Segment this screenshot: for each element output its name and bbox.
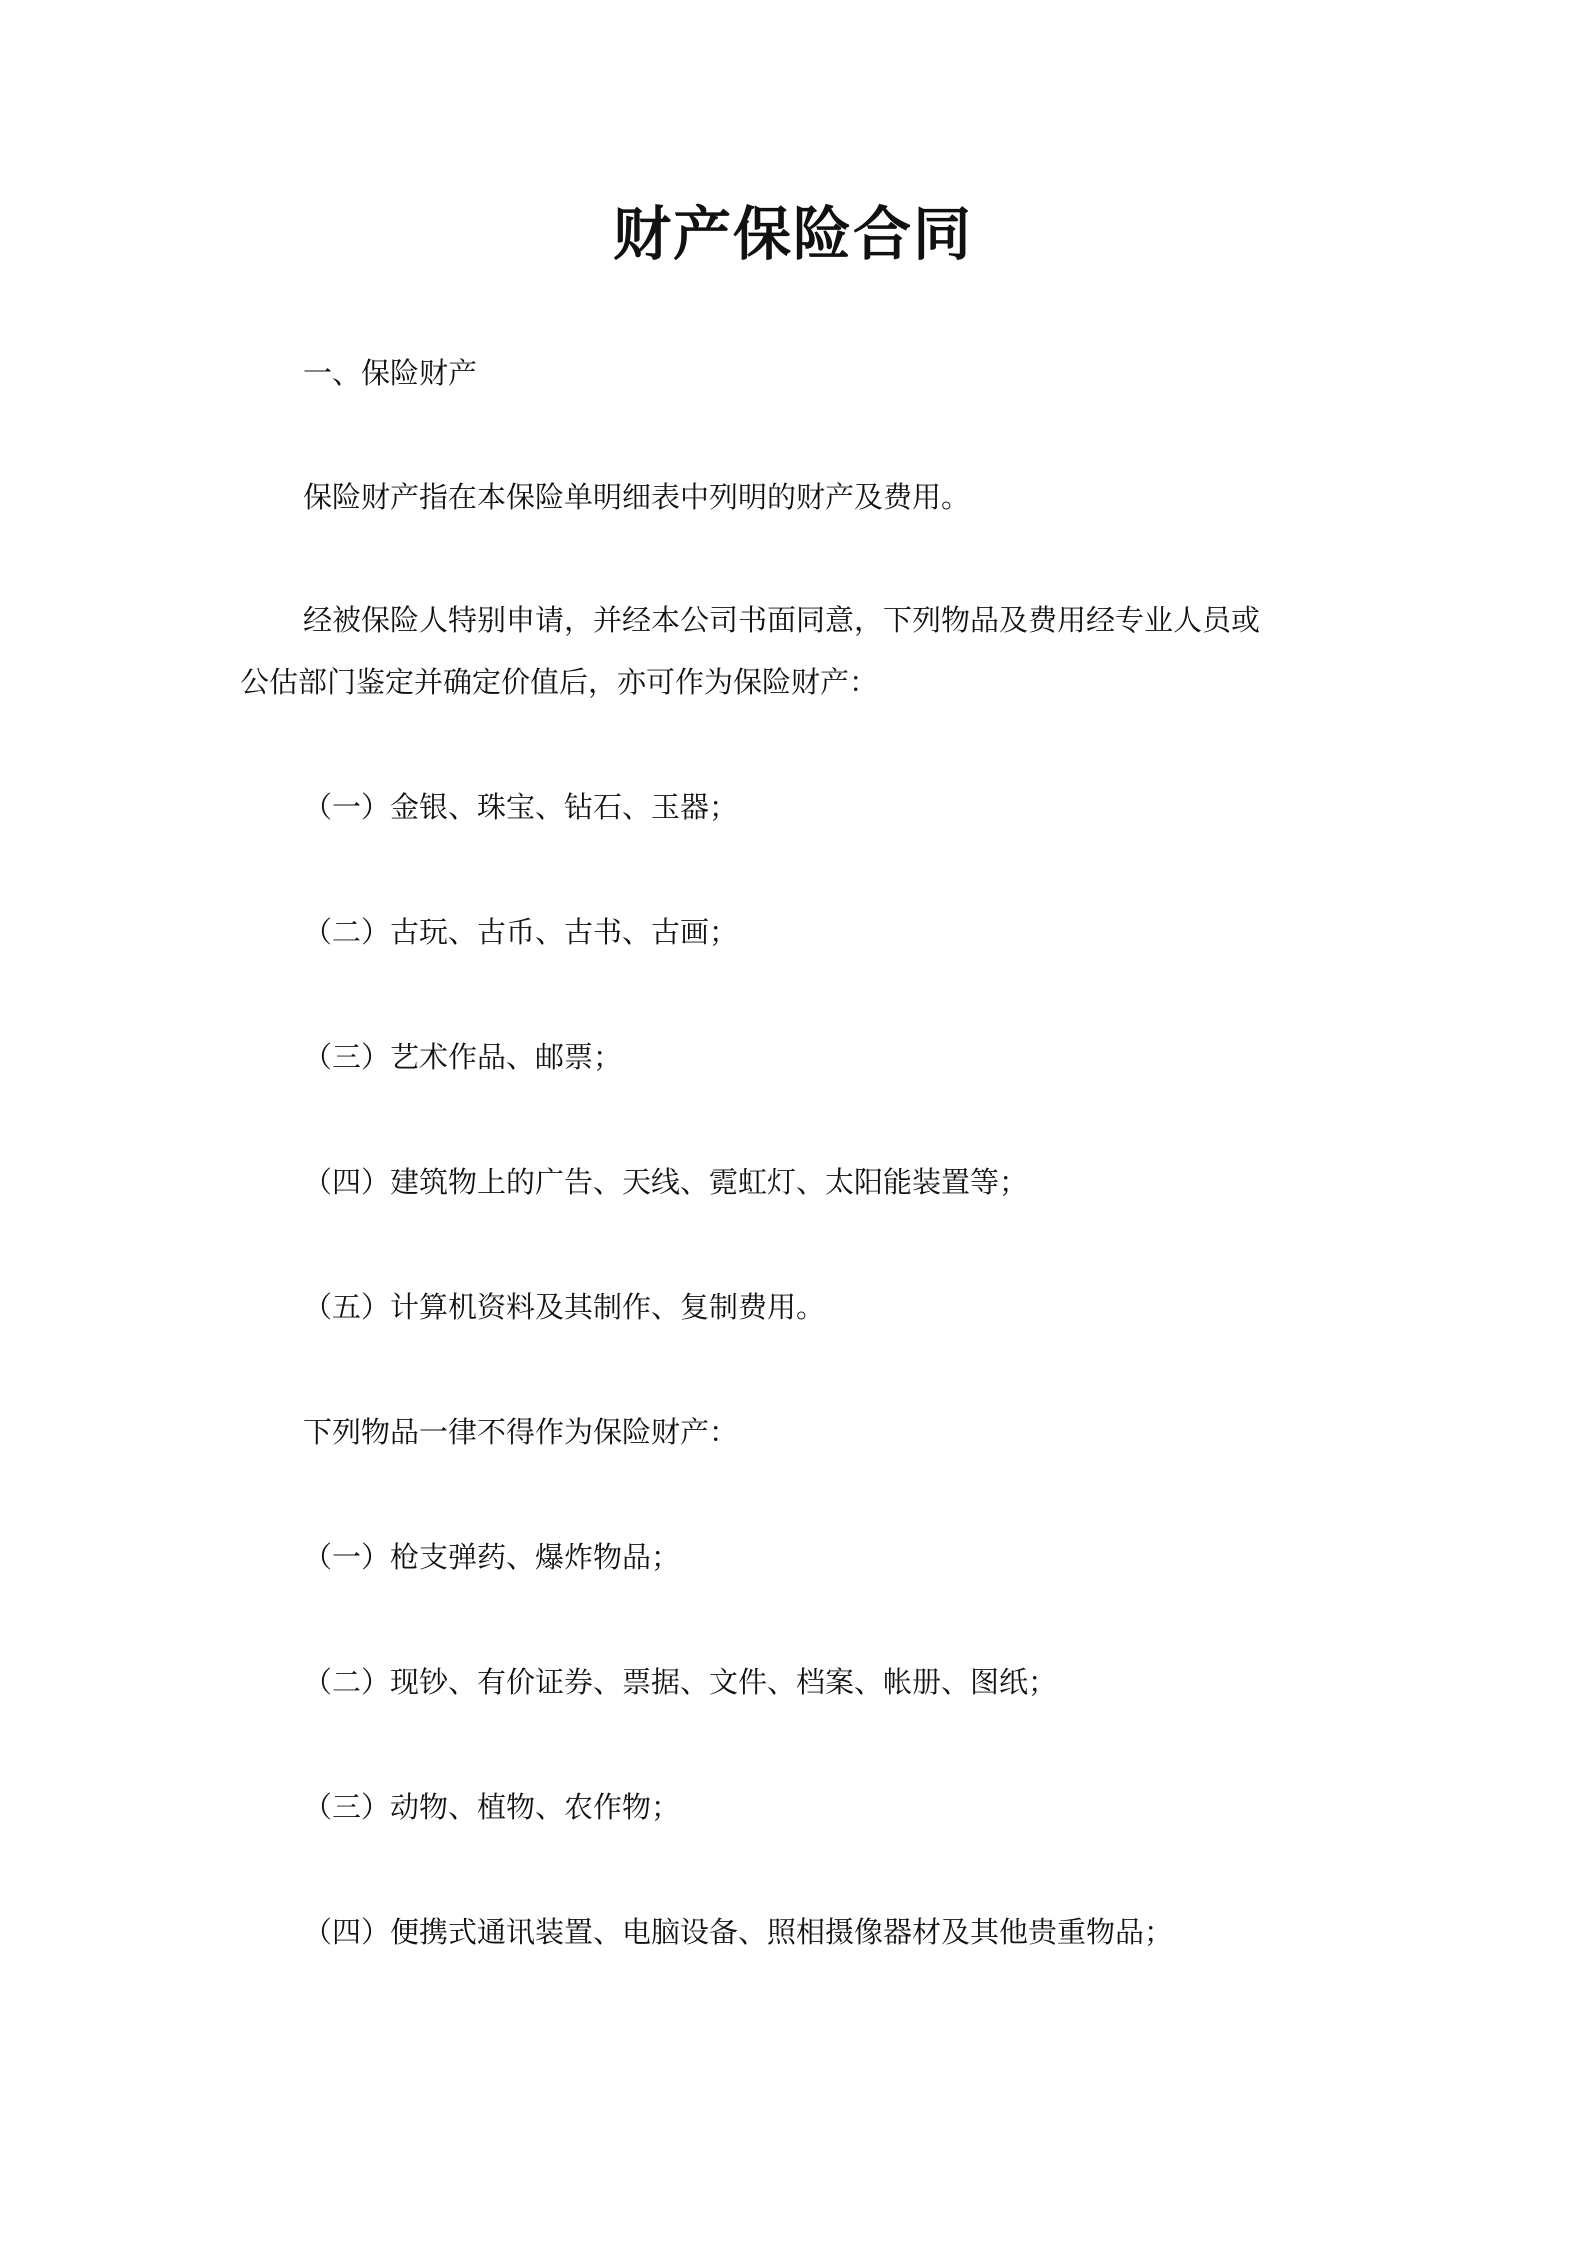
list-item: （二）现钞、有价证券、票据、文件、档案、帐册、图纸； xyxy=(303,1665,1058,1699)
list-item: （五）计算机资料及其制作、复制费用。 xyxy=(303,1290,826,1324)
paragraph-line: 经被保险人特别申请，并经本公司书面同意，下列物品及费用经专业人员或 xyxy=(303,603,1261,637)
list-item: （三）动物、植物、农作物； xyxy=(303,1790,681,1824)
list-item: （一）枪支弹药、爆炸物品； xyxy=(303,1540,681,1574)
list-item: （四）便携式通讯装置、电脑设备、照相摄像器材及其他贵重物品； xyxy=(303,1915,1174,1949)
paragraph: 下列物品一律不得作为保险财产： xyxy=(303,1415,739,1449)
list-item: （四）建筑物上的广告、天线、霓虹灯、太阳能装置等； xyxy=(303,1165,1029,1199)
list-item: （二）古玩、古币、古书、古画； xyxy=(303,915,739,949)
list-item: （一）金银、珠宝、钻石、玉器； xyxy=(303,790,739,824)
list-item: （三）艺术作品、邮票； xyxy=(303,1040,623,1074)
section-heading: 一、保险财产 xyxy=(303,356,478,390)
paragraph-line: 公估部门鉴定并确定价值后，亦可作为保险财产： xyxy=(240,665,879,699)
paragraph: 保险财产指在本保险单明细表中列明的财产及费用。 xyxy=(303,480,971,514)
document-title: 财产保险合同 xyxy=(612,200,973,268)
